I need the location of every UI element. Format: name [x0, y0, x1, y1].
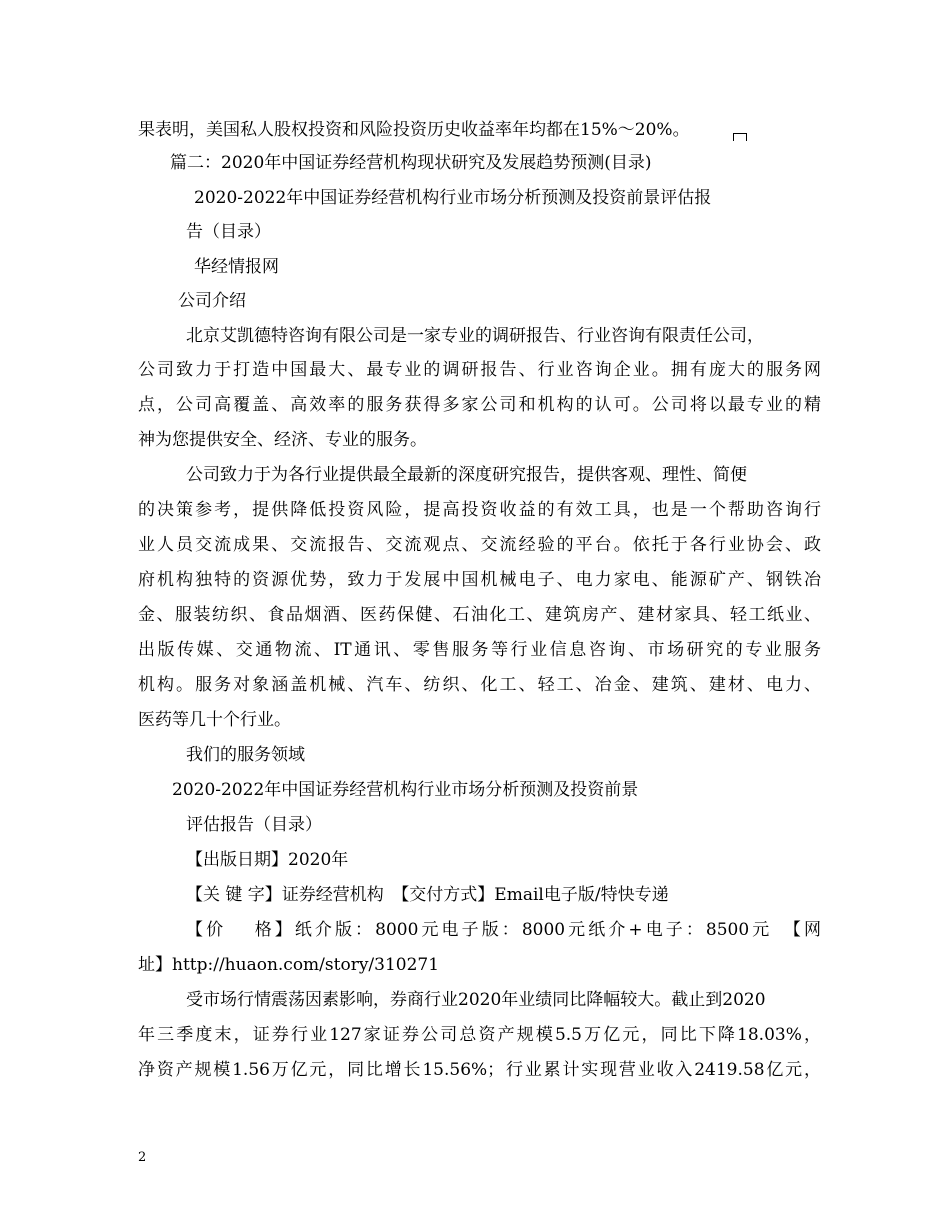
text-line: 出版传媒、交通物流、IT通讯、零售服务等行业信息咨询、市场研究的专业服务	[138, 640, 821, 660]
text-line: 公司致力于打造中国最大、最专业的调研报告、行业咨询企业。拥有庞大的服务网	[138, 360, 821, 380]
text-line: 净资产规模1.56万亿元，同比增长15.56%；行业累计实现营业收入2419.58亿元，	[138, 1060, 821, 1080]
text-line: 医药等几十个行业。	[138, 710, 291, 730]
text-line: 业人员交流成果、交流报告、交流观点、交流经验的平台。依托于各行业协会、政	[138, 535, 821, 555]
text-line: 华经情报网	[194, 257, 279, 277]
text-line: 神为您提供安全、经济、专业的服务。	[138, 430, 427, 450]
text-line: 府机构独特的资源优势，致力于发展中国机械电子、电力家电、能源矿产、钢铁冶	[138, 570, 821, 590]
text-line: 【出版日期】2020年	[186, 850, 349, 870]
text-line: 【价 格】纸介版：8000元电子版：8000元纸介+电子：8500元 【网	[186, 920, 821, 940]
text-line: 年三季度末，证券行业127家证券公司总资产规模5.5万亿元，同比下降18.03%，	[138, 1025, 821, 1045]
text-line: 机构。服务对象涵盖机械、汽车、纺织、化工、轻工、冶金、建筑、建材、电力、	[138, 675, 821, 695]
cursor-mark	[733, 133, 747, 141]
text-line: 2020-2022年中国证券经营机构行业市场分析预测及投资前景评估报	[194, 188, 712, 208]
text-line: 果表明，美国私人股权投资和风险投资历史收益率年均都在15%～20%。	[138, 120, 690, 140]
text-line: 2020-2022年中国证券经营机构行业市场分析预测及投资前景	[172, 780, 639, 800]
text-line: 金、服装纺织、食品烟酒、医药保健、石油化工、建筑房产、建材家具、轻工纸业、	[138, 605, 821, 625]
text-line: 北京艾凯德特咨询有限公司是一家专业的调研报告、行业咨询有限责任公司，	[186, 326, 764, 346]
text-line: 篇二：2020年中国证券经营机构现状研究及发展趋势预测(目录)	[170, 153, 652, 173]
text-line: 【关 键 字】证券经营机构 【交付方式】Email电子版/特快专递	[186, 885, 669, 905]
page-number: 2	[138, 1150, 147, 1165]
website-link[interactable]: 址】http://huaon.com/story/310271	[138, 955, 440, 975]
text-line: 点，公司高覆盖、高效率的服务获得多家公司和机构的认可。公司将以最专业的精	[138, 395, 821, 415]
text-line: 告（目录）	[186, 222, 271, 242]
text-line: 的决策参考，提供降低投资风险，提高投资收益的有效工具，也是一个帮助咨询行	[138, 500, 821, 520]
text-line: 受市场行情震荡因素影响，券商行业2020年业绩同比降幅较大。截止到2020	[186, 990, 766, 1010]
text-line: 评估报告（目录）	[186, 815, 322, 835]
text-line: 公司致力于为各行业提供最全最新的深度研究报告，提供客观、理性、简便	[186, 465, 747, 485]
section-heading: 我们的服务领域	[186, 745, 305, 765]
section-heading: 公司介绍	[178, 291, 246, 311]
